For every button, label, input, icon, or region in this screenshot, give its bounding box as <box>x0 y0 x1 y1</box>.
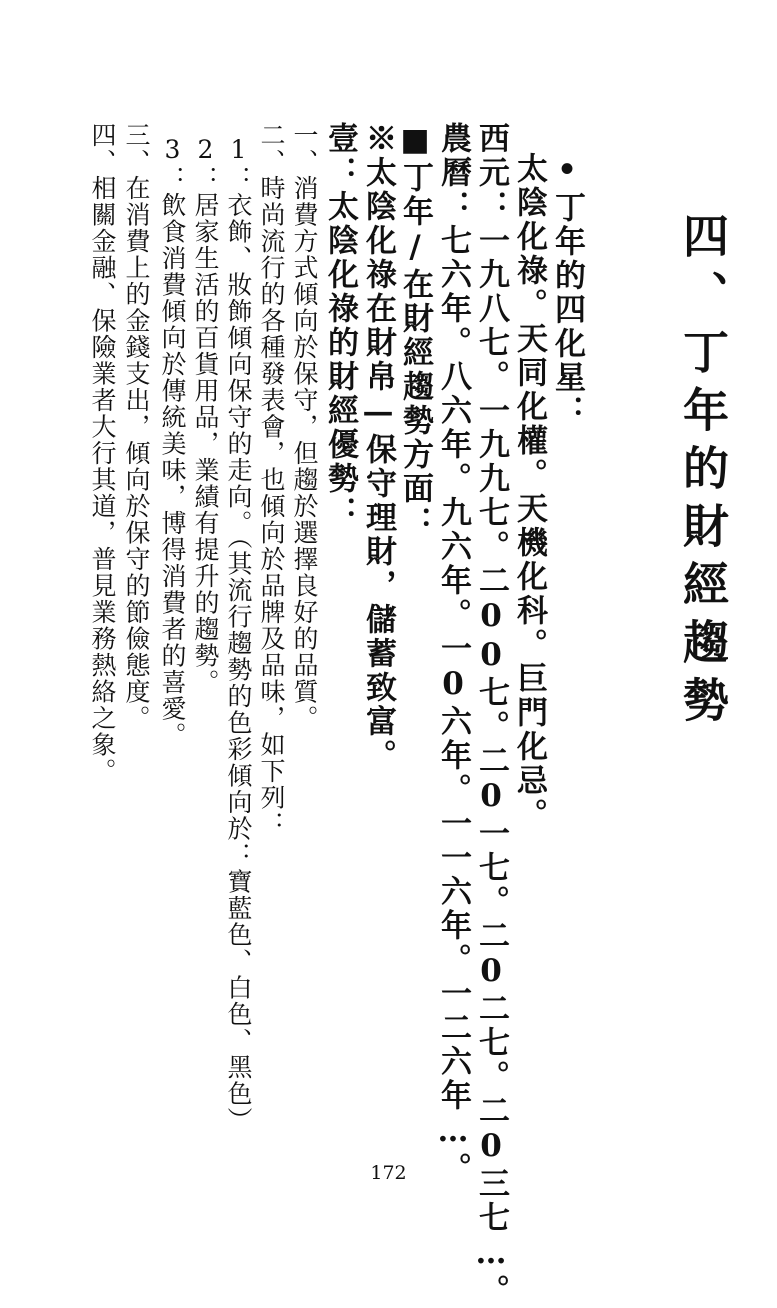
four-transformations-heading: •丁年的四化星： <box>549 152 585 429</box>
lunar-years: 農曆：七六年。八六年。九六年。一0六年。一一六年。一二六年…。 <box>435 122 471 1186</box>
list-item-3: 三、在消費上的金錢支出，傾向於保守的節儉態度。 <box>122 122 151 732</box>
page-number: 172 <box>370 1162 407 1184</box>
list-item-2: 二、時尚流行的各種發表會，也傾向於品牌及品味，如下列： <box>257 122 286 838</box>
list-subitem-1: 1：衣飾、妝飾傾向保守的走向。（其流行趨勢的色彩傾向於：寶藍色、白色、黑色） <box>224 135 253 1134</box>
section-heading-financial-trend: ■丁年/在財經趨勢方面： <box>397 122 433 540</box>
list-item-4: 四、相關金融、保險業者大行其道，普見業務熱絡之象。 <box>88 122 117 785</box>
list-subitem-2: 2：居家生活的百貨用品，業績有提升的趨勢。 <box>191 135 220 696</box>
chapter-title: 四、丁年的財經趨勢 <box>676 212 730 734</box>
list-item-1: 一、消費方式傾向於保守，但趨於選擇良好的品質。 <box>290 122 319 732</box>
four-transformations-list: 太陰化祿。天同化權。天機化科。巨門化忌。 <box>511 152 547 832</box>
western-years: 西元：一九八七。一九九七。二00七。二0一七。二0二七。二0三七…。 <box>473 122 509 1308</box>
note-taiyin-wealth: ※太陰化祿在財帛—保守理財，儲蓄致富。 <box>360 122 396 773</box>
subheading-financial-advantage: 壹：太陰化祿的財經優勢： <box>322 122 358 530</box>
list-subitem-3: 3：飲食消費傾向於傳統美味，博得消費者的喜愛。 <box>158 135 187 749</box>
